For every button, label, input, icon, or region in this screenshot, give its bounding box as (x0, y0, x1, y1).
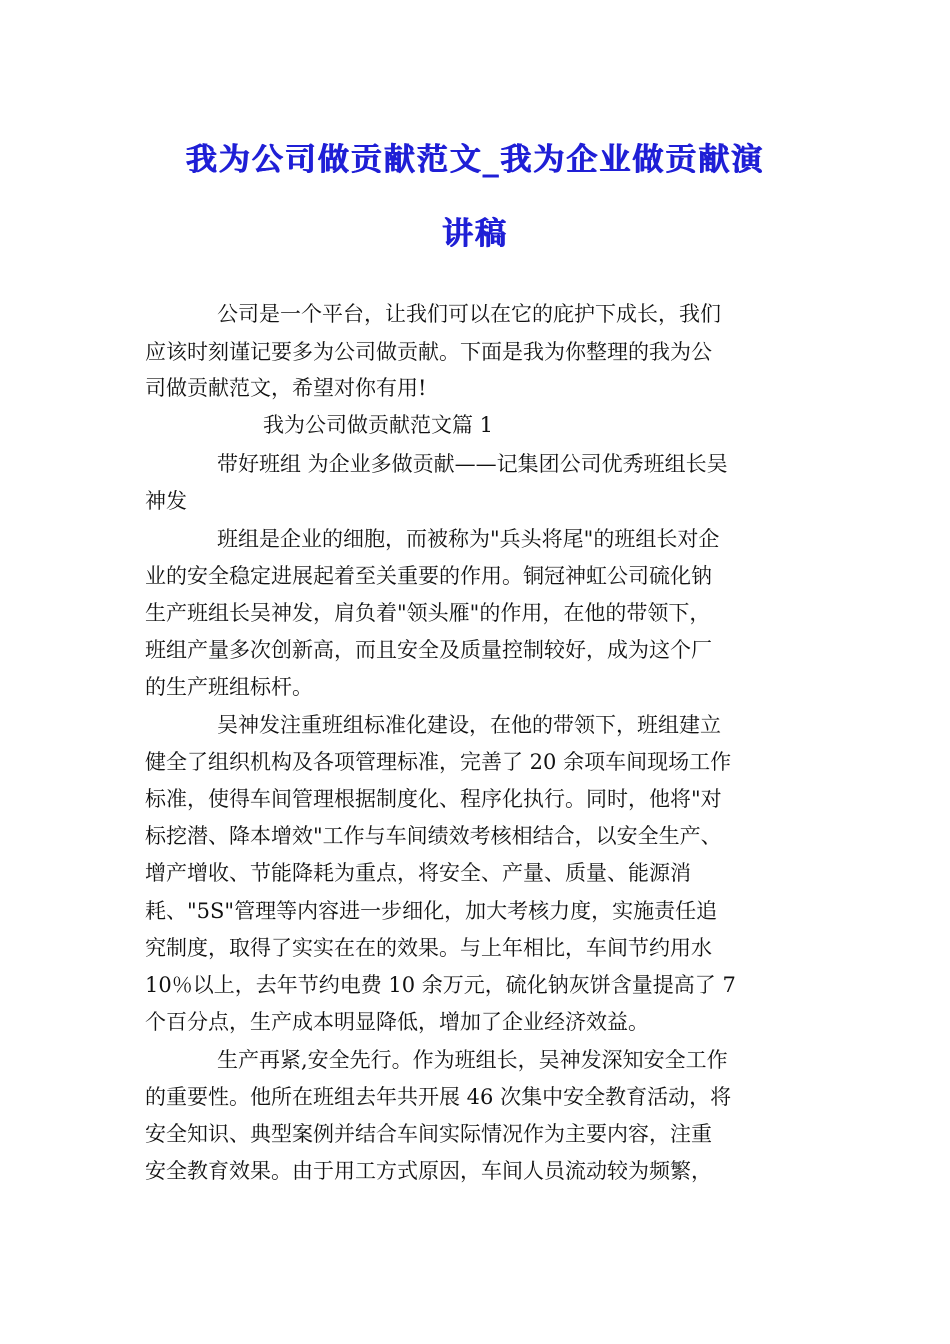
body-line: 安全知识、典型案例并结合车间实际情况作为主要内容，注重 (145, 1122, 712, 1146)
body-line: 究制度，取得了实实在在的效果。与上年相比，车间节约用水 (145, 936, 712, 960)
body-line: 生产再紧,安全先行。作为班组长，吴神发深知安全工作 (217, 1048, 728, 1072)
section-heading: 我为公司做贡献范文篇 1 (263, 413, 494, 437)
body-line: 安全教育效果。由于用工方式原因，车间人员流动较为频繁， (145, 1159, 712, 1183)
body-line: 司做贡献范文，希望对你有用! (145, 376, 427, 400)
body-line: 标挖潜、降本增效"工作与车间绩效考核相结合，以安全生产、 (145, 824, 722, 848)
body-line: 神发 (145, 489, 187, 513)
body-line: 的重要性。他所在班组去年共开展 46 次集中安全教育活动，将 (145, 1085, 732, 1109)
body-line: 应该时刻谨记要多为公司做贡献。下面是我为你整理的我为公 (145, 340, 712, 364)
body-line: 吴神发注重班组标准化建设，在他的带领下，班组建立 (217, 713, 721, 737)
document-title-line-2: 讲稿 (442, 216, 508, 252)
body-line: 公司是一个平台，让我们可以在它的庇护下成长，我们 (217, 302, 721, 326)
body-line: 个百分点，生产成本明显降低，增加了企业经济效益。 (145, 1010, 649, 1034)
body-line: 健全了组织机构及各项管理标准，完善了 20 余项车间现场工作 (145, 750, 732, 774)
body-line: 耗、"5S"管理等内容进一步细化，加大考核力度，实施责任追 (145, 899, 718, 923)
body-line: 标准，使得车间管理根据制度化、程序化执行。同时，他将"对 (145, 787, 722, 811)
body-line: 带好班组 为企业多做贡献——记集团公司优秀班组长吴 (217, 452, 728, 476)
body-line: 的生产班组标杆。 (145, 675, 313, 699)
document-title-line-1: 我为公司做贡献范文_我为企业做贡献演 (185, 142, 765, 178)
body-line: 班组产量多次创新高，而且安全及质量控制较好，成为这个厂 (145, 638, 712, 662)
body-line: 业的安全稳定进展起着至关重要的作用。铜冠神虹公司硫化钠 (145, 564, 712, 588)
body-line: 班组是企业的细胞，而被称为"兵头将尾"的班组长对企 (217, 527, 720, 551)
body-line: 10％以上，去年节约电费 10 余万元，硫化钠灰饼含量提高了 7 (145, 973, 736, 997)
body-line: 生产班组长吴神发，肩负着"领头雁"的作用，在他的带领下， (145, 601, 711, 625)
body-line: 增产增收、节能降耗为重点，将安全、产量、质量、能源消 (145, 861, 691, 885)
